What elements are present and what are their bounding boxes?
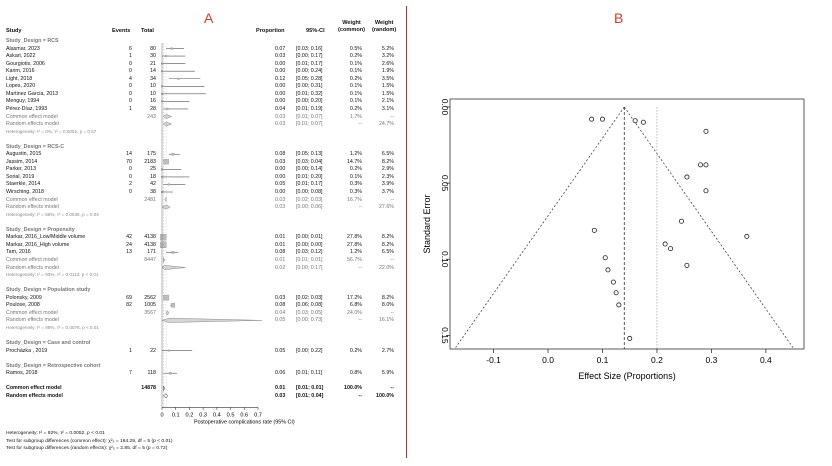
study-point [745,234,749,238]
header-study: Study [6,28,22,34]
study-name: Augustin, 2015 [6,151,42,158]
events: 82 [126,302,132,309]
weight-common: 0.1% [349,98,362,105]
study-point [698,163,702,167]
proportion: 0.01 [275,385,286,392]
study-name: Wirsching, 2018 [6,189,44,195]
proportion: 0.08 [275,151,286,158]
x-tick-label: 0.3 [705,355,718,365]
study-point [641,120,645,124]
study-name: Heterogeneity: I² = 98%, τ² = 0.0076, p < 0.01 [6,324,99,330]
x-tick-label: 0.5 [226,412,235,419]
x-tick-label: 0.0 [542,355,554,365]
total: 30 [150,53,156,60]
proportion: 0.12 [275,75,286,82]
events: 0 [129,90,132,97]
study-point [617,303,621,307]
events: 42 [126,234,132,241]
weight-common: 1.7% [349,113,362,120]
weight-common: 14.7% [346,158,362,165]
total: 8447 [144,256,156,263]
total: 80 [150,45,156,52]
study-name: Sorial, 2019 [6,173,35,180]
study-name: Study_Design = RCS-C [6,143,65,150]
proportion: 0.00 [275,60,286,67]
ci: [0.03; 0.16] [296,45,323,52]
weight-random: 3.1% [381,105,394,112]
total: 18 [150,173,156,180]
weight-random: 22.0% [378,264,394,271]
ci: [0.00; 0.17] [296,264,323,271]
forest-plot-graphic [0,0,406,466]
total: 2183 [144,158,156,165]
total: 4138 [144,241,156,248]
x-tick-label: 0.7 [254,412,262,419]
proportion: 0.03 [275,53,286,60]
study-point [590,117,594,121]
study-name: Procházka , 2019 [6,347,48,354]
study-point [704,189,708,193]
y-axis-label: Standard Error [422,194,432,254]
study-marker [172,251,174,253]
weight-random: 1.5% [381,83,394,90]
weight-common: -- [358,317,362,324]
panel-label-a: A [204,10,214,26]
weight-common: 0.8% [349,370,362,377]
weight-common: 16.7% [346,196,362,203]
study-name: Common effect model [6,196,58,203]
weight-common: 0.3% [349,189,362,195]
weight-random: 5.9% [381,370,394,377]
study-point [600,117,604,121]
weight-random: 3.2% [381,53,394,60]
events: 4 [129,75,132,82]
weight-common: 0.1% [349,83,362,90]
plot-frame [450,99,804,349]
x-tick-label: 0.4 [212,412,221,419]
weight-common: -- [358,121,362,128]
pooled-diamond [163,122,171,126]
footer-line: Test for subgroup differences (random effects): χ²₅ = 2.85, df = 5 (p = 0.72) [6,446,168,452]
x-tick-label: 0.1 [171,412,180,419]
x-tick-label: 0.2 [651,355,663,365]
study-name: Light, 2018 [6,75,33,82]
weight-common: 1.2% [349,151,362,158]
ci: [0.01; 0.32] [296,90,323,97]
study-name: Common effect model [6,385,62,392]
weight-random: 100.0% [376,392,394,399]
study-point [663,242,667,246]
ci: [0.00; 0.01] [296,234,323,241]
ci: [0.01; 0.07] [296,113,323,120]
study-name: Markar, 2016_High volume [6,241,70,248]
proportion: 0.08 [275,302,286,309]
weight-common: 27.8% [346,241,362,248]
total: 14 [150,68,156,75]
x-tick-label: 0.1 [596,355,609,365]
weight-common: 17.2% [346,294,362,301]
events: 1 [129,347,132,354]
weight-common: 100.0% [344,385,362,392]
pooled-diamond [162,318,262,322]
weight-random: 8.2% [381,234,394,241]
study-point [704,163,708,167]
weight-common: 0.5% [349,45,362,52]
study-name: Poulose, 2008 [6,302,40,309]
total: 25 [150,166,156,173]
proportion: 0.03 [275,158,286,165]
weight-common: 56.7% [346,256,362,263]
proportion: 0.06 [275,370,286,377]
ci: [0.01; 0.20] [296,173,323,180]
events: 24 [126,241,132,248]
study-name: Common effect model [6,309,58,316]
weight-random: 16.1% [378,317,394,324]
weight-random: 1.5% [381,90,394,97]
study-marker [169,372,171,374]
events: 0 [129,83,132,90]
ci: [0.00; 0.00] [296,241,323,248]
study-marker [178,78,180,80]
study-point [592,228,596,232]
weight-common: 6.8% [349,302,362,309]
weight-random: 3.9% [381,181,394,188]
ci: [0.02; 0.03] [296,294,323,301]
weight-random: 1.9% [381,68,394,75]
events: 69 [126,294,132,301]
events: 6 [129,45,132,52]
study-name: Study_Design = Population study [6,287,91,294]
y-tick-label: 0.15 [440,327,450,344]
events: 70 [126,158,132,165]
ci: [0.03; 0.05] [296,309,323,316]
funnel-plot [420,0,832,466]
proportion: 0.01 [275,234,286,241]
footer-line: Heterogeneity: I² = 92%, τ² = 0.0052, p < 0.01 [6,431,105,437]
study-name: Gourgiotis, 2006 [6,60,45,67]
study-marker [168,350,170,352]
total: 1005 [144,302,156,309]
ci: [0.01; 0.04] [296,392,324,399]
x-tick-label: 0.2 [185,412,194,419]
study-name: Study_Design = Retrospective cohort [6,362,101,369]
footer-line: Test for subgroup differences (common effect): χ²₅ = 164.29, df = 5 (p < 0.01) [6,438,173,444]
pooled-diamond [163,394,167,398]
events: 0 [129,98,132,105]
ci: [0.03; 0.04] [296,158,323,165]
proportion: 0.00 [275,173,286,180]
total: 4138 [144,234,156,241]
ci: [0.00; 0.73] [296,317,323,324]
ci: [0.01; 0.17] [296,181,323,188]
weight-common: -- [358,392,362,399]
proportion: 0.07 [275,45,286,52]
proportion: 0.05 [275,347,286,354]
total: 14878 [141,385,156,392]
study-point [606,268,610,272]
study-name: Random effects model [6,392,63,399]
header-weight-common: Weight (common) [338,20,366,33]
study-point [679,219,683,223]
total: 10 [150,83,156,90]
total: 16 [150,98,156,105]
study-name: Random effects model [6,204,59,211]
study-name: Study_Design = RCS [6,38,59,44]
proportion: 0.03 [275,392,286,399]
proportion: 0.00 [275,166,286,173]
proportion: 0.03 [275,196,286,203]
total: 175 [147,151,156,158]
study-point [628,336,632,340]
weight-random: 8.2% [381,241,394,248]
study-name: Study_Design = Case and control [6,340,91,346]
study-name: Jassim, 2014 [6,158,38,165]
ci: [0.01; 0.01] [296,385,324,392]
total: 2562 [144,294,156,301]
total: 38 [150,189,156,195]
ci: [0.00; 0.08] [296,189,323,195]
weight-common: 0.2% [349,75,362,82]
ci: [0.00; 0.20] [296,98,323,105]
study-name: Karim, 2016 [6,68,35,75]
x-axis-label: Effect Size (Proportions) [578,371,676,381]
study-name: Polonsky, 2009 [6,294,42,301]
proportion: 0.05 [275,317,286,324]
weight-random: 2.9% [381,166,394,173]
y-tick-label: 0.10 [440,250,450,268]
weight-common: 1.2% [349,249,362,256]
study-marker [172,153,174,155]
study-name: Study_Design = Propensity [6,226,75,233]
events: 2 [129,181,132,188]
study-marker [171,303,175,307]
study-name: Heterogeneity: I² = 0%, τ² = 0.0002, p = 0.57 [6,128,97,134]
weight-random: -- [390,256,394,263]
events: 0 [129,68,132,75]
ci: [0.01; 0.07] [296,121,323,128]
study-name: Tam, 2016 [6,249,31,256]
weight-common: 0.1% [349,68,362,75]
ci: [0.01; 0.17] [296,60,323,67]
total: 42 [150,181,156,188]
total: 171 [147,249,156,256]
study-name: Heterogeneity: I² = 93%, τ² = 0.0113, p < 0.01 [6,272,99,278]
proportion: 0.03 [275,121,286,128]
study-point [633,119,637,123]
total: 118 [147,370,156,377]
x-tick-label: -0.1 [486,355,501,365]
study-name: Pérez-Díaz, 1993 [6,105,48,112]
weight-common: 0.2% [349,105,362,112]
study-name: Markar, 2016_Low/Middle volume [6,234,86,241]
study-name: Menguy, 1994 [6,98,40,105]
proportion: 0.04 [275,105,286,112]
total: 22 [150,347,156,354]
weight-common: 0.2% [349,166,362,173]
proportion: 0.00 [275,90,286,97]
study-marker [167,108,169,110]
ci: [0.00; 0.14] [296,166,323,173]
events: 13 [126,249,132,256]
proportion: 0.05 [275,181,286,188]
proportion: 0.00 [275,189,286,195]
weight-common: 27.8% [346,234,362,241]
proportion: 0.00 [275,83,286,90]
weight-random: -- [390,309,394,316]
study-name: Heterogeneity: I² = 56%, τ² = 0.0035, p = 0.04 [6,211,99,217]
weight-random: 5.2% [381,45,394,52]
weight-random: 6.5% [381,249,394,256]
weight-random: 24.7% [378,121,394,128]
total: 3567 [144,309,156,316]
events: 1 [129,53,132,60]
events: 14 [126,151,132,158]
header-total: Total [141,28,154,34]
weight-random: 8.2% [381,158,394,165]
total: 34 [150,75,156,82]
weight-random: 3.7% [381,189,394,195]
proportion: 0.03 [275,204,286,211]
ci: [0.00; 0.17] [296,53,323,60]
total: 10 [150,90,156,97]
proportion: 0.08 [275,249,286,256]
study-name: Askari, 2022 [6,53,36,60]
study-name: Ramos, 2018 [6,370,38,377]
events: 0 [129,60,132,67]
total: 28 [150,105,156,112]
events: 0 [129,166,132,173]
pooled-diamond [166,311,169,315]
weight-common: -- [358,264,362,271]
weight-random: 2.7% [381,347,394,354]
pooled-diamond [163,386,165,390]
ci: [0.01; 0.01] [296,256,323,263]
study-point [685,175,689,179]
weight-random: 3.5% [381,75,394,82]
proportion: 0.03 [275,113,286,120]
study-name: Parker, 2013 [6,166,37,173]
proportion: 0.01 [275,241,286,248]
events: 7 [129,370,132,377]
ci: [0.06; 0.08] [296,302,323,309]
study-marker [168,184,170,186]
x-tick-label: 0 [160,412,164,419]
x-tick-label: 0.6 [240,412,249,419]
ci: [0.03; 0.12] [296,249,323,256]
panel-label-b: B [614,10,624,26]
study-point [668,247,672,251]
weight-random: -- [390,113,394,120]
weight-common: 0.1% [349,60,362,67]
events: 0 [129,189,132,195]
proportion: 0.03 [275,294,286,301]
weight-common: 24.0% [346,309,362,316]
weight-random: 2.6% [381,60,394,67]
ci: [0.01; 0.11] [296,370,323,377]
weight-random: 2.3% [381,173,394,180]
ci: [0.05; 0.13] [296,151,323,158]
study-point [603,256,607,260]
x-axis-label: Postoperative complications rate (95% CI) [194,419,295,426]
header-ci: 95%-CI [306,28,325,34]
weight-random: 8.2% [381,294,394,301]
header-weight-random: Weight (random) [372,20,397,33]
y-tick-label: 0.00 [440,98,450,116]
weight-random: 2.1% [381,98,394,105]
total: 2481 [144,196,156,203]
weight-random: -- [390,196,394,203]
pooled-diamond [163,114,171,118]
pooled-diamond [163,258,165,262]
ci: [0.00; 0.31] [296,83,323,90]
funnel-left-line [456,107,625,348]
header-events: Events [112,28,131,34]
proportion: 0.00 [275,98,286,105]
ci: [0.00; 0.24] [296,68,323,75]
header-proportion: Proportion [256,28,285,34]
ci: [0.00; 0.22] [296,347,323,354]
ci: [0.00; 0.06] [296,204,323,211]
study-point [614,291,618,295]
x-tick-label: 0.4 [759,355,772,365]
total: 243 [147,113,156,120]
ci: [0.05; 0.28] [296,75,323,82]
weight-common: 0.1% [349,90,362,97]
weight-random: 8.0% [381,302,394,309]
weight-common: 0.2% [349,347,362,354]
study-point [704,129,708,133]
proportion: 0.00 [275,68,286,75]
events: 1 [129,105,132,112]
study-name: Random effects model [6,264,59,271]
study-name: Random effects model [6,121,59,128]
funnel-right-line [624,107,793,348]
weight-common: 0.3% [349,181,362,188]
study-point [685,263,689,267]
weight-random: 27.6% [378,204,394,211]
proportion: 0.01 [275,256,286,263]
events: 0 [129,173,132,180]
panel-divider [406,6,407,458]
proportion: 0.04 [275,309,286,316]
study-name: Alasmar, 2023 [6,45,40,52]
study-name: Staerkle, 2014 [6,181,41,188]
ci: [0.02; 0.03] [296,196,323,203]
weight-common: -- [358,204,362,211]
x-tick-label: 0.3 [199,412,208,419]
study-name: Random effects model [6,317,59,324]
study-name: Martinez Garcia, 2013 [6,90,59,97]
study-point [611,280,615,284]
proportion: 0.02 [275,264,286,271]
study-name: Common effect model [6,256,58,263]
pooled-diamond [162,265,185,269]
study-name: Lopes, 2020 [6,83,36,90]
y-tick-label: 0.05 [440,174,450,192]
total: 21 [150,60,156,67]
weight-random: 6.5% [381,151,394,158]
weight-common: 0.2% [349,53,362,60]
study-name: Common effect model [6,113,58,120]
weight-common: 0.1% [349,173,362,180]
ci: [0.01; 0.19] [296,105,323,112]
weight-random: -- [390,385,394,392]
study-marker [171,48,173,50]
